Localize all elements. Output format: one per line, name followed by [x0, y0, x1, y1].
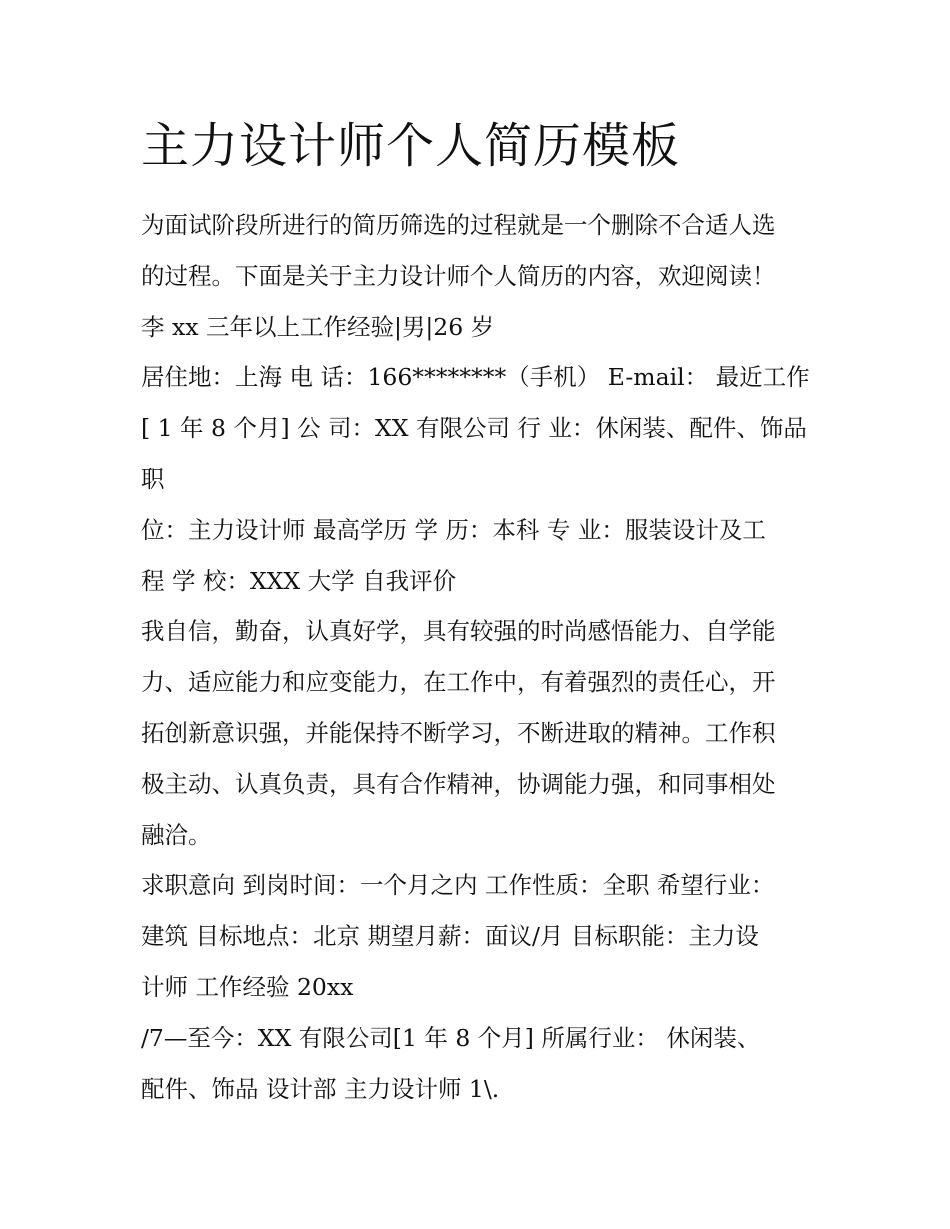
body-line-education: 位：主力设计师 最高学历 学 历：本科 专 业：服装设计及工	[141, 515, 766, 544]
body-line-experience-2: /7—至今：XX 有限公司[1 年 8 个月] 所属行业： 休闲装、	[141, 1023, 761, 1052]
body-line-self-eval-4: 极主动、认真负责，具有合作精神，协调能力强，和同事相处	[141, 769, 776, 798]
body-line-experience-3: 配件、饰品 设计部 主力设计师 1\.	[141, 1074, 500, 1103]
body-line-intro-1: 为面试阶段所进行的简历筛选的过程就是一个删除不合适人选	[141, 211, 776, 239]
body-line-self-eval-1: 我自信，勤奋，认真好学，具有较强的时尚感悟能力、自学能	[141, 617, 776, 646]
document-title: 主力设计师个人简历模板	[141, 118, 681, 174]
body-line-self-eval-5: 融洽。	[141, 820, 212, 849]
body-line-intention-2: 建筑 目标地点：北京 期望月薪：面议/月 目标职能：主力设	[141, 922, 759, 951]
body-line-self-eval-3: 拓创新意识强，并能保持不断学习，不断进取的精神。工作积	[141, 718, 776, 747]
body-line-self-eval-2: 力、适应能力和应变能力，在工作中，有着强烈的责任心，开	[141, 668, 776, 697]
body-line-experience-1: 计师 工作经验 20xx	[141, 972, 354, 1001]
body-line-school: 程 学 校：XXX 大学 自我评价	[141, 566, 457, 595]
body-line-contact: 居住地：上海 电 话：166********（手机） E-mail： 最近工作	[141, 363, 810, 392]
body-line-recent-job: [ 1 年 8 个月] 公 司：XX 有限公司 行 业：休闲装、配件、饰品	[141, 414, 807, 443]
body-line-name: 李 xx 三年以上工作经验|男|26 岁	[141, 312, 495, 341]
document-body	[141, 200, 821, 1114]
body-line-intro-2: 的过程。下面是关于主力设计师个人简历的内容，欢迎阅读！	[141, 261, 776, 290]
body-line-intention-1: 求职意向 到岗时间：一个月之内 工作性质：全职 希望行业：	[141, 871, 775, 900]
document-page	[141, 110, 821, 1114]
body-line-position-label: 职	[141, 464, 165, 493]
